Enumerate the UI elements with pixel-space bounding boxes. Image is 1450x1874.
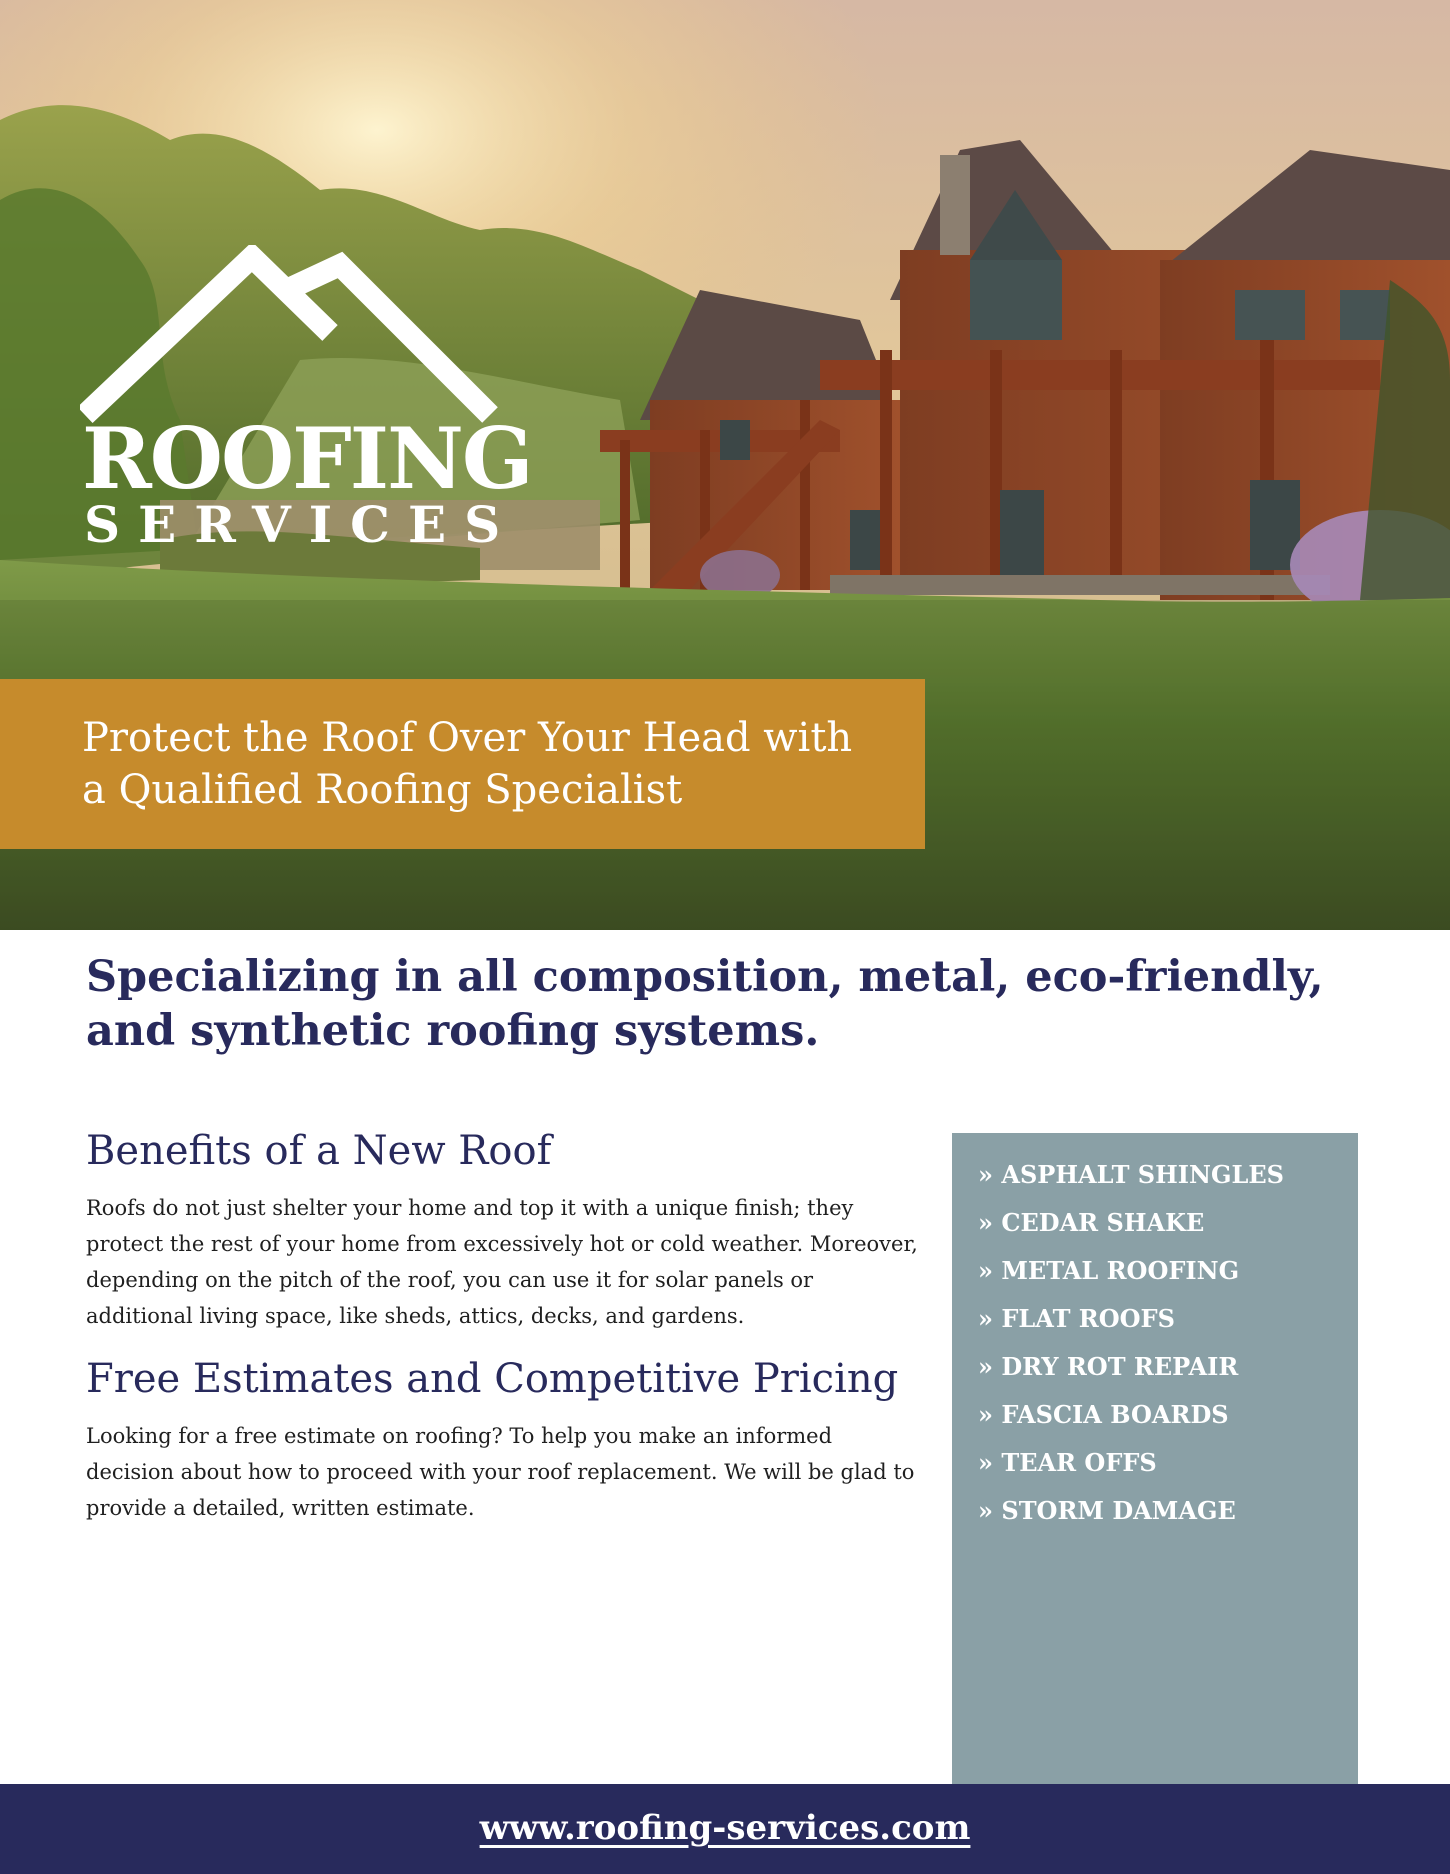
roof-peaks-icon: [80, 245, 500, 425]
benefits-title: Benefits of a New Roof: [86, 1128, 552, 1174]
hero-tagline: [82, 712, 902, 816]
services-panel: [952, 1133, 1358, 1785]
logo-subtitle: SERVICES: [84, 495, 519, 554]
company-logo: [80, 245, 532, 555]
services-list: [952, 1133, 1358, 1535]
service-item: » DRY ROT REPAIR: [978, 1352, 1239, 1381]
footer-bar: [0, 1784, 1450, 1874]
hero-banner: [0, 0, 1450, 930]
website-link[interactable]: www.roofing-services.com: [479, 1808, 971, 1848]
service-item: » ASPHALT SHINGLES: [978, 1160, 1284, 1189]
benefits-body: Roofs do not just shelter your home and top it with a unique finish; they protect the rest of your home from excessively hot or cold weather. Moreover, depending on the pitch of the roof, you can use it for solar panels or additional living space, like sheds, attics, decks, and gardens.: [86, 1196, 918, 1328]
service-item: » FLAT ROOFS: [978, 1304, 1175, 1333]
logo-wordmark: ROOFING: [82, 409, 532, 508]
service-item: » TEAR OFFS: [978, 1448, 1157, 1477]
estimates-body: Looking for a free estimate on roofing? To help you make an informed decision about how to proceed with your roof replacement. We will be glad to provide a detailed, written estimate.: [86, 1424, 915, 1520]
tagline-line-2: a Qualified Roofing Specialist: [82, 767, 683, 813]
service-item: » CEDAR SHAKE: [978, 1208, 1205, 1237]
service-item: » FASCIA BOARDS: [978, 1400, 1229, 1429]
main-headline: Specializing in all composition, metal, eco-friendly, and synthetic roofing systems.: [86, 952, 1324, 1056]
estimates-title: Free Estimates and Competitive Pricing: [86, 1356, 899, 1402]
tagline-line-1: Protect the Roof Over Your Head with: [82, 715, 853, 761]
service-item: » METAL ROOFING: [978, 1256, 1240, 1285]
service-item: » STORM DAMAGE: [978, 1496, 1236, 1525]
